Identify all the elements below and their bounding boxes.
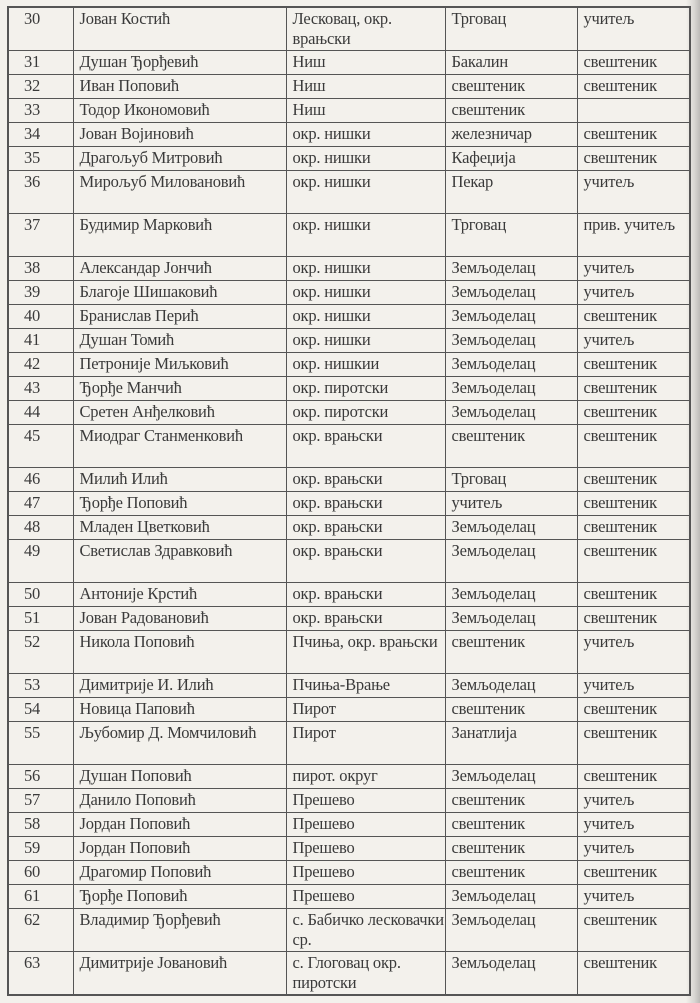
son-occupation-cell: свештеник [577, 377, 690, 401]
place-cell: пирот. округ [286, 765, 445, 789]
father-occupation-cell: свештеник [445, 698, 577, 722]
table-row [8, 698, 690, 722]
person-name-cell: Иван Поповић [73, 75, 286, 99]
father-occupation-cell: Земљоделац [445, 583, 577, 607]
person-name-cell: Тодор Икономовић [73, 99, 286, 123]
father-occupation-cell: Земљоделац [445, 329, 577, 353]
person-name-cell: Бранислав Перић [73, 305, 286, 329]
table-row [8, 722, 690, 765]
row-number-cell: 55 [8, 722, 73, 765]
father-occupation-cell: Трговац [445, 214, 577, 257]
person-name-cell: Душан Томић [73, 329, 286, 353]
place-cell: окр. нишки [286, 281, 445, 305]
father-occupation-cell: Земљоделац [445, 516, 577, 540]
place-cell: с. Глоговац окр. пиротски [286, 952, 445, 996]
place-cell: окр. нишки [286, 171, 445, 214]
table-row [8, 607, 690, 631]
father-occupation-cell: Земљоделац [445, 540, 577, 583]
table-row [8, 281, 690, 305]
table-row [8, 305, 690, 329]
father-occupation-cell: Земљоделац [445, 765, 577, 789]
person-name-cell: Ђорђе Манчић [73, 377, 286, 401]
son-occupation-cell: учитељ [577, 171, 690, 214]
row-number-cell: 52 [8, 631, 73, 674]
row-number-cell: 40 [8, 305, 73, 329]
place-cell: Прешево [286, 789, 445, 813]
son-occupation-cell: учитељ [577, 631, 690, 674]
table-row [8, 353, 690, 377]
place-cell: окр. нишки [286, 147, 445, 171]
person-name-cell: Сретен Анђелковић [73, 401, 286, 425]
row-number-cell: 33 [8, 99, 73, 123]
son-occupation-cell: свештеник [577, 909, 690, 952]
person-name-cell: Никола Поповић [73, 631, 286, 674]
father-occupation-cell: железничар [445, 123, 577, 147]
father-occupation-cell: Земљоделац [445, 885, 577, 909]
son-occupation-cell: свештеник [577, 51, 690, 75]
father-occupation-cell: Земљоделац [445, 281, 577, 305]
father-occupation-cell: свештеник [445, 631, 577, 674]
row-number-cell: 63 [8, 952, 73, 996]
son-occupation-cell: свештеник [577, 952, 690, 996]
records-table [7, 6, 691, 996]
place-cell: Пчиња-Врање [286, 674, 445, 698]
son-occupation-cell: учитељ [577, 837, 690, 861]
row-number-cell: 62 [8, 909, 73, 952]
father-occupation-cell: Земљоделац [445, 401, 577, 425]
place-cell: окр. нишки [286, 329, 445, 353]
father-occupation-cell: Занатлија [445, 722, 577, 765]
row-number-cell: 54 [8, 698, 73, 722]
son-occupation-cell: свештеник [577, 305, 690, 329]
person-name-cell: Александар Јончић [73, 257, 286, 281]
table-row [8, 492, 690, 516]
place-cell: окр. врањски [286, 425, 445, 468]
father-occupation-cell: Пекар [445, 171, 577, 214]
place-cell: Пчиња, окр. врањски [286, 631, 445, 674]
person-name-cell: Љубомир Д. Момчиловић [73, 722, 286, 765]
row-number-cell: 39 [8, 281, 73, 305]
table-row [8, 952, 690, 996]
place-cell: окр. врањски [286, 516, 445, 540]
table-row [8, 214, 690, 257]
table-row [8, 7, 690, 51]
place-cell: Прешево [286, 813, 445, 837]
table-row [8, 257, 690, 281]
person-name-cell: Благоје Шишаковић [73, 281, 286, 305]
row-number-cell: 42 [8, 353, 73, 377]
row-number-cell: 60 [8, 861, 73, 885]
person-name-cell: Димитрије Јовановић [73, 952, 286, 996]
father-occupation-cell: Земљоделац [445, 305, 577, 329]
table-row [8, 401, 690, 425]
table-row [8, 861, 690, 885]
place-cell: окр. нишки [286, 214, 445, 257]
place-cell: окр. нишки [286, 257, 445, 281]
son-occupation-cell: учитељ [577, 674, 690, 698]
son-occupation-cell: учитељ [577, 885, 690, 909]
father-occupation-cell: Земљоделац [445, 674, 577, 698]
son-occupation-cell: учитељ [577, 813, 690, 837]
table-row [8, 123, 690, 147]
son-occupation-cell: прив. учитељ [577, 214, 690, 257]
person-name-cell: Јован Војиновић [73, 123, 286, 147]
row-number-cell: 53 [8, 674, 73, 698]
row-number-cell: 51 [8, 607, 73, 631]
table-row [8, 147, 690, 171]
son-occupation-cell: учитељ [577, 7, 690, 51]
father-occupation-cell: свештеник [445, 789, 577, 813]
place-cell: окр. врањски [286, 583, 445, 607]
father-occupation-cell: Земљоделац [445, 909, 577, 952]
person-name-cell: Ђорђе Поповић [73, 885, 286, 909]
son-occupation-cell: учитељ [577, 789, 690, 813]
person-name-cell: Петроније Миљковић [73, 353, 286, 377]
place-cell: Ниш [286, 99, 445, 123]
father-occupation-cell: свештеник [445, 861, 577, 885]
place-cell: окр. пиротски [286, 401, 445, 425]
row-number-cell: 43 [8, 377, 73, 401]
father-occupation-cell: Земљоделац [445, 952, 577, 996]
person-name-cell: Мирољуб Миловановић [73, 171, 286, 214]
father-occupation-cell: свештеник [445, 99, 577, 123]
person-name-cell: Данило Поповић [73, 789, 286, 813]
person-name-cell: Владимир Ђорђевић [73, 909, 286, 952]
place-cell: окр. врањски [286, 468, 445, 492]
row-number-cell: 37 [8, 214, 73, 257]
son-occupation-cell: свештеник [577, 492, 690, 516]
son-occupation-cell: свештеник [577, 607, 690, 631]
place-cell: с. Бабичко лесковачки ср. [286, 909, 445, 952]
son-occupation-cell [577, 99, 690, 123]
table-row [8, 51, 690, 75]
place-cell: окр. пиротски [286, 377, 445, 401]
table-row [8, 789, 690, 813]
row-number-cell: 45 [8, 425, 73, 468]
person-name-cell: Јордан Поповић [73, 813, 286, 837]
father-occupation-cell: свештеник [445, 837, 577, 861]
son-occupation-cell: учитељ [577, 281, 690, 305]
person-name-cell: Јован Костић [73, 7, 286, 51]
son-occupation-cell: свештеник [577, 861, 690, 885]
place-cell: окр. врањски [286, 492, 445, 516]
place-cell: окр. нишкии [286, 353, 445, 377]
row-number-cell: 32 [8, 75, 73, 99]
person-name-cell: Миодраг Станменковић [73, 425, 286, 468]
son-occupation-cell: свештеник [577, 468, 690, 492]
person-name-cell: Милић Илић [73, 468, 286, 492]
person-name-cell: Душан Ђорђевић [73, 51, 286, 75]
father-occupation-cell: свештеник [445, 813, 577, 837]
table-row [8, 540, 690, 583]
person-name-cell: Ђорђе Поповић [73, 492, 286, 516]
father-occupation-cell: Трговац [445, 468, 577, 492]
father-occupation-cell: Бакалин [445, 51, 577, 75]
row-number-cell: 49 [8, 540, 73, 583]
table-row [8, 171, 690, 214]
person-name-cell: Новица Паповић [73, 698, 286, 722]
table-row [8, 516, 690, 540]
person-name-cell: Будимир Марковић [73, 214, 286, 257]
table-row [8, 909, 690, 952]
son-occupation-cell: свештеник [577, 425, 690, 468]
place-cell: окр. нишки [286, 123, 445, 147]
father-occupation-cell: свештеник [445, 425, 577, 468]
son-occupation-cell: свештеник [577, 583, 690, 607]
person-name-cell: Драгољуб Митровић [73, 147, 286, 171]
table-row [8, 468, 690, 492]
row-number-cell: 57 [8, 789, 73, 813]
place-cell: Лесковац, окр. врањски [286, 7, 445, 51]
row-number-cell: 41 [8, 329, 73, 353]
row-number-cell: 38 [8, 257, 73, 281]
father-occupation-cell: Трговац [445, 7, 577, 51]
person-name-cell: Светислав Здравковић [73, 540, 286, 583]
place-cell: Пирот [286, 722, 445, 765]
place-cell: Прешево [286, 885, 445, 909]
father-occupation-cell: Земљоделац [445, 353, 577, 377]
place-cell: Пирот [286, 698, 445, 722]
row-number-cell: 59 [8, 837, 73, 861]
place-cell: Ниш [286, 75, 445, 99]
row-number-cell: 31 [8, 51, 73, 75]
father-occupation-cell: учитељ [445, 492, 577, 516]
row-number-cell: 61 [8, 885, 73, 909]
father-occupation-cell: свештеник [445, 75, 577, 99]
person-name-cell: Младен Цветковић [73, 516, 286, 540]
place-cell: Прешево [286, 861, 445, 885]
table-row [8, 377, 690, 401]
table-row [8, 425, 690, 468]
place-cell: Ниш [286, 51, 445, 75]
row-number-cell: 30 [8, 7, 73, 51]
person-name-cell: Антоније Крстић [73, 583, 286, 607]
table-row [8, 329, 690, 353]
son-occupation-cell: учитељ [577, 329, 690, 353]
son-occupation-cell: свештеник [577, 353, 690, 377]
person-name-cell: Димитрије И. Илић [73, 674, 286, 698]
table-row [8, 885, 690, 909]
row-number-cell: 56 [8, 765, 73, 789]
son-occupation-cell: свештеник [577, 722, 690, 765]
row-number-cell: 58 [8, 813, 73, 837]
father-occupation-cell: Земљоделац [445, 257, 577, 281]
son-occupation-cell: свештеник [577, 75, 690, 99]
row-number-cell: 47 [8, 492, 73, 516]
row-number-cell: 50 [8, 583, 73, 607]
table-row [8, 674, 690, 698]
son-occupation-cell: свештеник [577, 147, 690, 171]
place-cell: Прешево [286, 837, 445, 861]
row-number-cell: 34 [8, 123, 73, 147]
person-name-cell: Јован Радовановић [73, 607, 286, 631]
row-number-cell: 48 [8, 516, 73, 540]
row-number-cell: 36 [8, 171, 73, 214]
father-occupation-cell: Земљоделац [445, 607, 577, 631]
table-row [8, 99, 690, 123]
person-name-cell: Душан Поповић [73, 765, 286, 789]
father-occupation-cell: Кафеџија [445, 147, 577, 171]
son-occupation-cell: учитељ [577, 257, 690, 281]
table-row [8, 631, 690, 674]
person-name-cell: Драгомир Поповић [73, 861, 286, 885]
father-occupation-cell: Земљоделац [445, 377, 577, 401]
table-row [8, 75, 690, 99]
table-row [8, 583, 690, 607]
son-occupation-cell: свештеник [577, 765, 690, 789]
son-occupation-cell: свештеник [577, 516, 690, 540]
place-cell: окр. врањски [286, 540, 445, 583]
son-occupation-cell: свештеник [577, 540, 690, 583]
row-number-cell: 46 [8, 468, 73, 492]
table-row [8, 765, 690, 789]
row-number-cell: 35 [8, 147, 73, 171]
table-row [8, 837, 690, 861]
person-name-cell: Јордан Поповић [73, 837, 286, 861]
row-number-cell: 44 [8, 401, 73, 425]
place-cell: окр. врањски [286, 607, 445, 631]
son-occupation-cell: свештеник [577, 123, 690, 147]
place-cell: окр. нишки [286, 305, 445, 329]
son-occupation-cell: свештеник [577, 401, 690, 425]
table-row [8, 813, 690, 837]
son-occupation-cell: свештеник [577, 698, 690, 722]
